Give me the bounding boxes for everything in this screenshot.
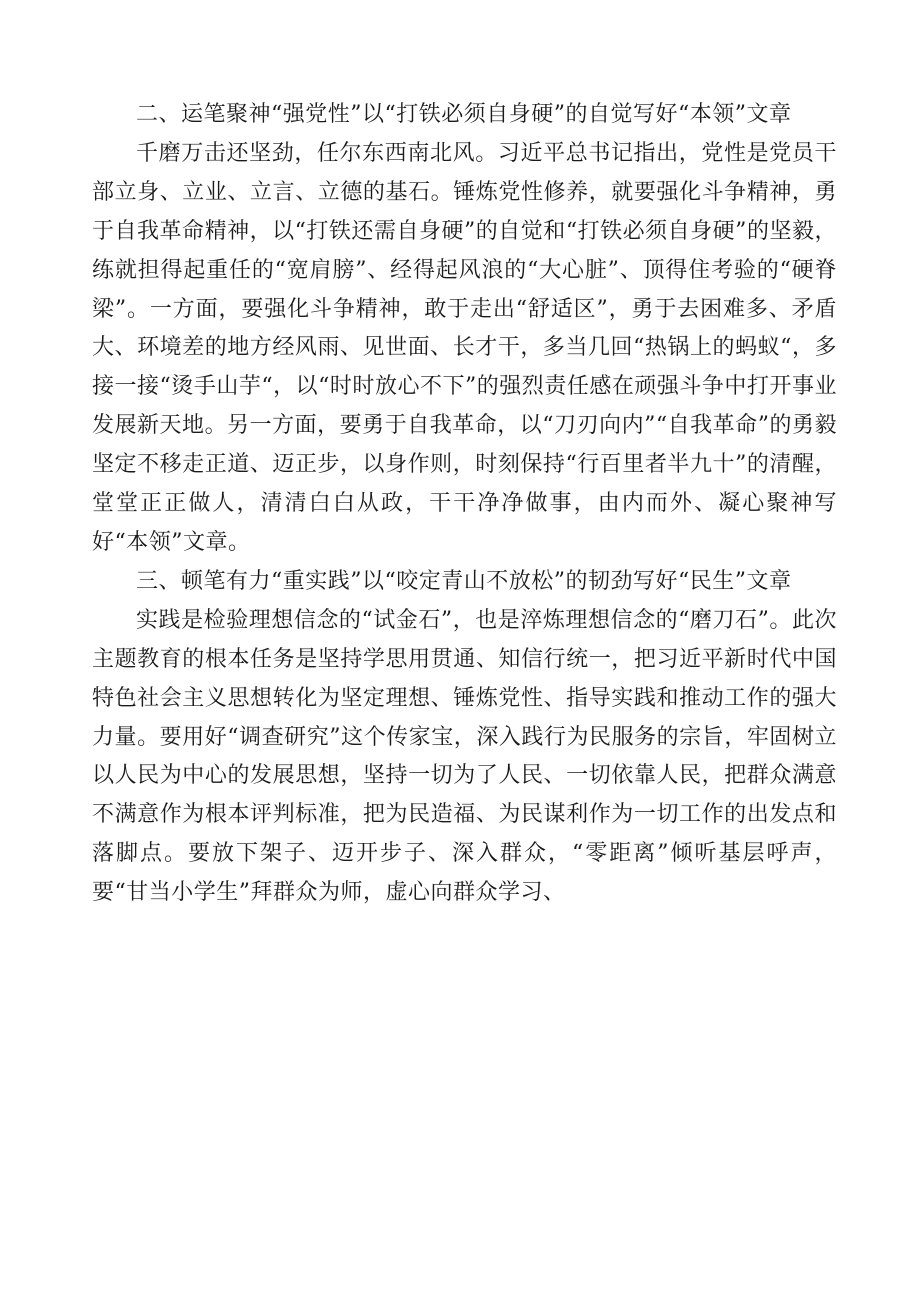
section-heading-three: 三、顿笔有力“重实践”以“咬定青山不放松”的韧劲写好“民生”文章 [136,568,792,594]
section-heading-two: 二、运笔聚神“强党性”以“打铁必须自身硬”的自觉写好“本领”文章 [136,102,792,127]
document-body [92,96,837,913]
body-paragraph-practice: 实践是检验理想信念的“试金石”，也是淬炼理想信念的“磨刀石”。此次主题教育的根本任务是坚持学思用贯通、知信行统一，把习近平新时代中国特色社会主义思想转化为坚定理想、锤炼党性、指导实践和推动工作的强大力量。要用好“调查研究”这个传家宝，深入践行为民服务的宗旨，牢固树立以人民为中心的发展思想，坚持一切为了人民、一切依靠人民，把群众满意不满意作为根本评判标准，把为民造福、为民谋利作为一切工作的出发点和落脚点。要放下架子、迈开步子、深入群众，“零距离”倾听基层呼声，要“甘当小学生”拜群众为师，虚心向群众学习、 [92,607,837,906]
body-paragraph-party-spirit: 千磨万击还坚劲，任尔东西南北风。习近平总书记指出，党性是党员干部立身、立业、立言、立德的基石。锤炼党性修养，就要强化斗争精神，勇于自我革命精神，以“打铁还需自身硬”的自觉和“打铁必须自身硬”的坚毅，练就担得起重任的“宽肩膀”、经得起风浪的“大心脏”、顶得住考验的“硬脊梁”。一方面，要强化斗争精神，敢于走出“舒适区”，勇于去困难多、矛盾大、环境差的地方经风雨、见世面、长才干，多当几回“热锅上的蚂蚁“，多接一接“烫手山芋“，以“时时放心不下”的强烈责任感在顽强斗争中打开事业发展新天地。另一方面，要勇于自我革命，以“刀刃向内”“自我革命”的勇毅坚定不移走正道、迈正步，以身作则，时刻保持“行百里者半九十”的清醒，堂堂正正做人，清清白白从政，干干净净做事，由内而外、凝心聚神写好“本领”文章。 [92,140,837,555]
